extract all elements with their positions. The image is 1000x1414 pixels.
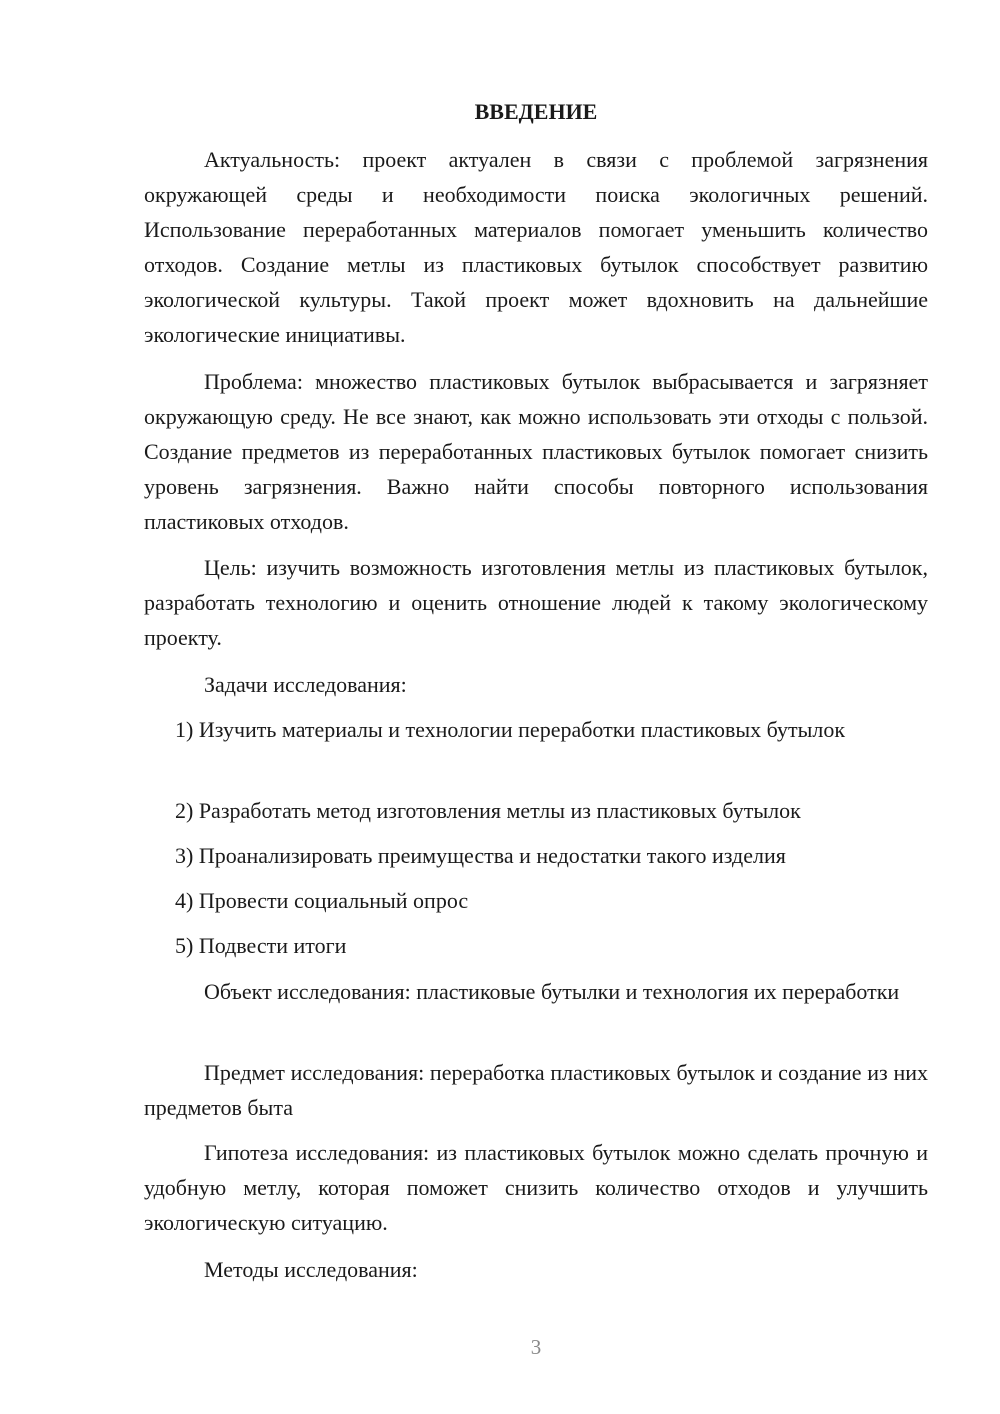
paragraph-hypothesis: Гипотеза исследования: из пластиковых бутылок можно сделать прочную и удобную метлу, которая поможет снизить количество отходов и улучшить экологическую ситуацию. <box>144 1140 928 1235</box>
task-item: 5) Подвести итоги <box>175 933 347 958</box>
paragraph-subject: Предмет исследования: переработка пластиковых бутылок и создание из них предметов быта <box>144 1060 928 1120</box>
tasks-heading: Задачи исследования: <box>204 672 407 697</box>
page-title: ВВЕДЕНИЕ <box>474 99 598 124</box>
page-number: 3 <box>530 1335 542 1359</box>
task-item: 2) Разработать метод изготовления метлы из пластиковых бутылок <box>175 798 801 823</box>
task-item: 1) Изучить материалы и технологии переработки пластиковых бутылок <box>175 717 846 742</box>
methods-heading: Методы исследования: <box>204 1257 418 1282</box>
paragraph-relevance: Актуальность: проект актуален в связи с проблемой загрязнения окружающей среды и необходимости поиска экологичных решений. Использование переработанных материалов помогает уменьшить количество отходов. Создание метлы из пластиковых бутылок способствует развитию экологической культуры. Такой проект может вдохновить на дальнейшие экологические инициативы. <box>144 147 928 347</box>
task-item: 4) Провести социальный опрос <box>175 888 469 913</box>
paragraph-goal: Цель: изучить возможность изготовления метлы из пластиковых бутылок, разработать технологию и оценить отношение людей к такому экологическому проекту. <box>144 555 928 650</box>
task-item: 3) Проанализировать преимущества и недостатки такого изделия <box>175 843 786 868</box>
paragraph-problem: Проблема: множество пластиковых бутылок выбрасывается и загрязняет окружающую среду. Не все знают, как можно использовать эти отходы с пользой. Создание предметов из переработанных пластиковых бутылок помогает снизить уровень загрязнения. Важно найти способы повторного использования пластиковых отходов. <box>144 369 928 534</box>
paragraph-object: Объект исследования: пластиковые бутылки и технология их переработки <box>204 979 900 1004</box>
